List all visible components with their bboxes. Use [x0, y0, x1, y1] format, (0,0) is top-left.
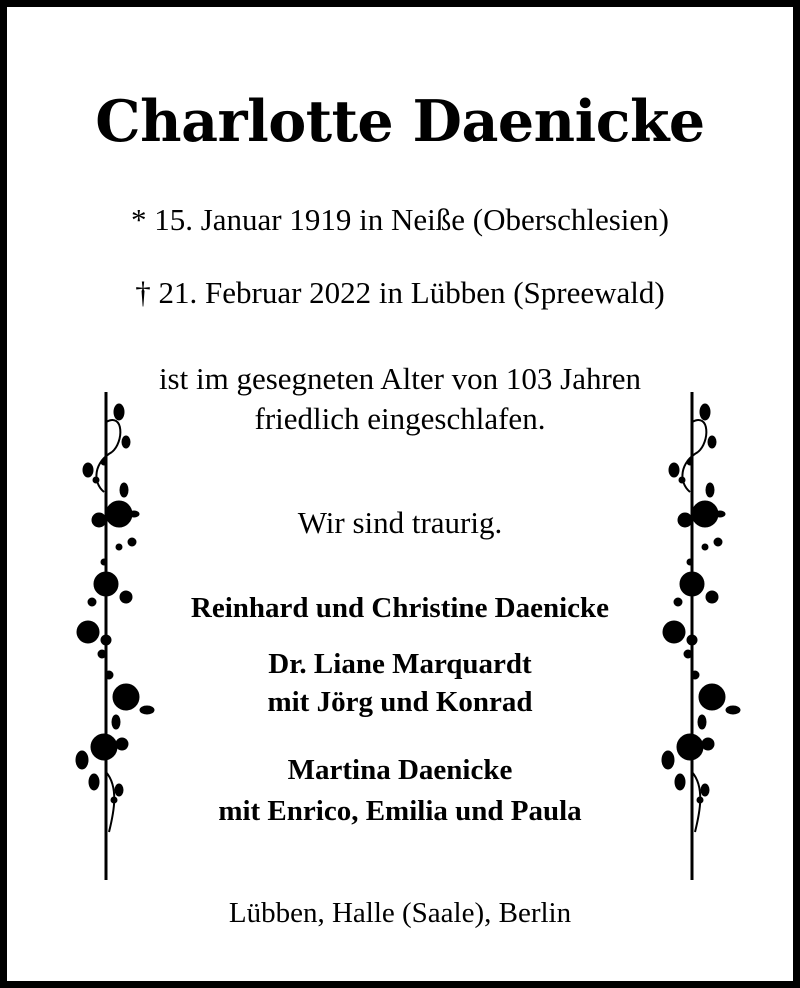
rose-vine-icon — [650, 392, 750, 882]
family-entry-liane: Dr. Liane Marquardt — [268, 648, 532, 680]
family-entry-reinhard: Reinhard und Christine Daenicke — [190, 592, 610, 624]
notice-text-line1: ist im gesegneten Alter von 103 Jahren — [158, 361, 642, 396]
rose-vine-icon — [64, 392, 164, 882]
family-entry-liane-children: mit Jörg und Konrad — [267, 686, 533, 718]
family-entry-martina-children: mit Enrico, Emilia und Paula — [218, 795, 582, 827]
birth-date: * 15. Januar 1919 in Neiße (Oberschlesien) — [130, 202, 670, 237]
death-date: † 21. Februar 2022 in Lübben (Spreewald) — [135, 275, 665, 310]
deceased-name: Charlotte Daenicke — [95, 88, 705, 155]
notice-text-line2: friedlich eingeschlafen. — [254, 401, 546, 436]
family-entry-martina: Martina Daenicke — [287, 754, 513, 786]
sorrow-text: Wir sind traurig. — [297, 505, 503, 540]
places-line: Lübben, Halle (Saale), Berlin — [228, 897, 572, 929]
